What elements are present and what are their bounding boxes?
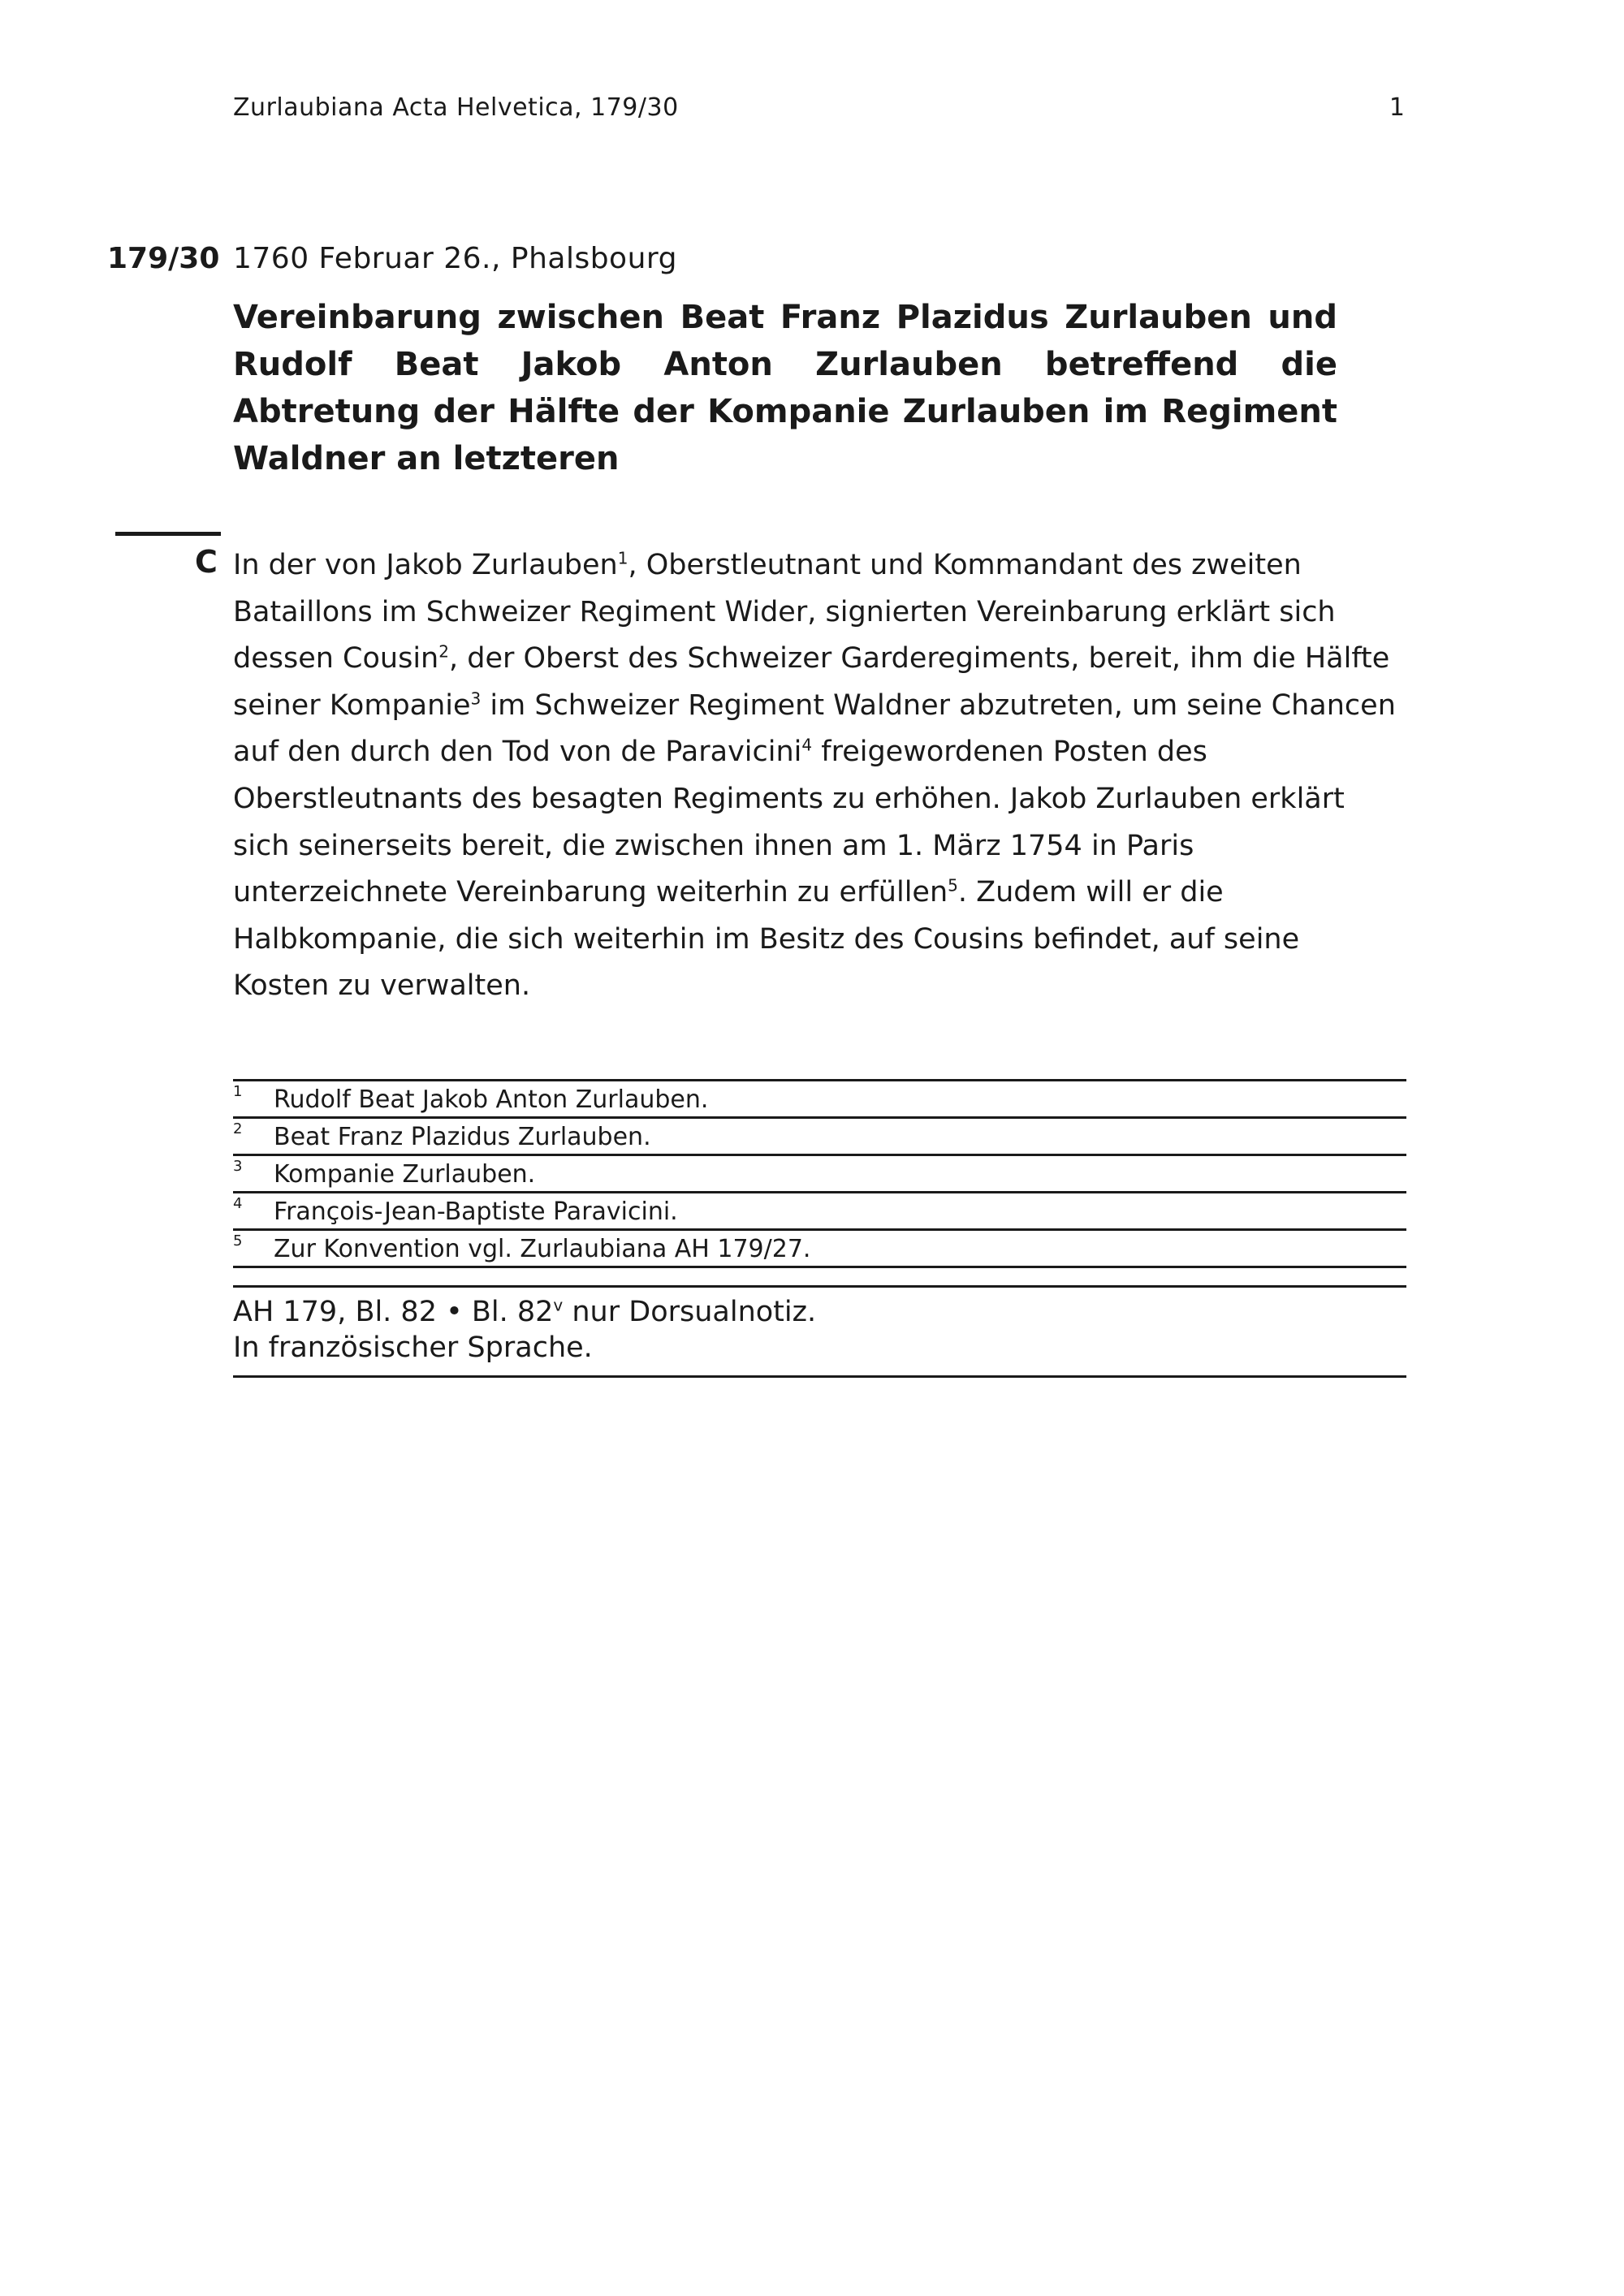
document-title: Vereinbarung zwischen Beat Franz Plazidus Zurlauben und Rudolf Beat Jakob Anton Zurlauben betreffend die Abtretung der Hälfte der Kompanie Zurlauben im Regiment Waldner an letzteren bbox=[233, 299, 1337, 477]
footnote-text: Beat Franz Plazidus Zurlauben. bbox=[274, 1123, 651, 1151]
footnote-number: 3 bbox=[233, 1158, 243, 1175]
footnote-ref-1[interactable]: 1 bbox=[617, 548, 628, 568]
regest-text-6: . Zudem will er die Halbkompanie, die sich weiterhin im Besitz des Cousins befindet, auf seine Kosten zu verwalten. bbox=[233, 876, 1300, 1003]
margin-marker: C bbox=[195, 544, 218, 580]
footnote-ref-5[interactable]: 5 bbox=[948, 875, 958, 896]
source-shelfmark: AH 179, Bl. 82 • Bl. 82 bbox=[233, 1296, 554, 1328]
regest-text-2: , Oberstleutnant und Kommandant des zweiten Bataillons im Schweizer Regiment Wider, signierten Vereinbarung erklärt sich dessen Cousin bbox=[233, 549, 1336, 675]
document-date-place: 1760 Februar 26., Phalsbourg bbox=[233, 242, 677, 275]
footnote-text: Kompanie Zurlauben. bbox=[274, 1160, 536, 1189]
source-language: In französischer Sprache. bbox=[233, 1331, 593, 1364]
regest-paragraph bbox=[233, 542, 1402, 1010]
footnotes-end-rule bbox=[233, 1266, 1406, 1278]
footnote-item bbox=[233, 1228, 1406, 1266]
footnote-text: Rudolf Beat Jakob Anton Zurlauben. bbox=[274, 1085, 709, 1114]
footnote-number: 4 bbox=[233, 1195, 243, 1212]
running-head: Zurlaubiana Acta Helvetica, 179/30 bbox=[233, 93, 679, 122]
source-line-1 bbox=[233, 1294, 1406, 1330]
footnote-ref-2[interactable]: 2 bbox=[438, 641, 449, 662]
footnote-item bbox=[233, 1154, 1406, 1191]
margin-rule bbox=[115, 532, 221, 536]
footnote-text: Zur Konvention vgl. Zurlaubiana AH 179/27. bbox=[274, 1235, 811, 1263]
footnote-number: 2 bbox=[233, 1120, 243, 1137]
regest-text-3: , der Oberst des Schweizer Garderegiments, bereit, ihm die Hälfte seiner Kompanie bbox=[233, 642, 1390, 722]
footnote-item bbox=[233, 1079, 1406, 1116]
footnote-ref-3[interactable]: 3 bbox=[470, 688, 482, 709]
footnote-ref-4[interactable]: 4 bbox=[801, 735, 813, 755]
footnote-item bbox=[233, 1116, 1406, 1154]
footnote-item bbox=[233, 1191, 1406, 1228]
footnotes bbox=[233, 1079, 1406, 1278]
verso-mark: v bbox=[553, 1295, 564, 1315]
footnote-text: François-Jean-Baptiste Paravicini. bbox=[274, 1198, 678, 1226]
source-reference bbox=[233, 1285, 1406, 1378]
regest-text-4: im Schweizer Regiment Waldner abzutreten, um seine Chancen auf den durch den Tod von de Paravicini bbox=[233, 688, 1396, 769]
footnote-number: 1 bbox=[233, 1083, 243, 1100]
regest-text-5: freigewordenen Posten des Oberstleutnants des besagten Regiments zu erhöhen. Jakob Zurlauben erklärt sich seinerseits bereit, die zwischen ihnen am 1. März 1754 in Paris unterzeichnete Vereinbarung weiterhin zu erfüllen bbox=[233, 736, 1345, 909]
page-number: 1 bbox=[1389, 93, 1405, 122]
document-number: 179/30 bbox=[107, 242, 220, 275]
footnote-number: 5 bbox=[233, 1232, 243, 1249]
source-note: nur Dorsualnotiz. bbox=[563, 1296, 817, 1328]
regest-text-1: In der von Jakob Zurlauben bbox=[233, 549, 618, 581]
